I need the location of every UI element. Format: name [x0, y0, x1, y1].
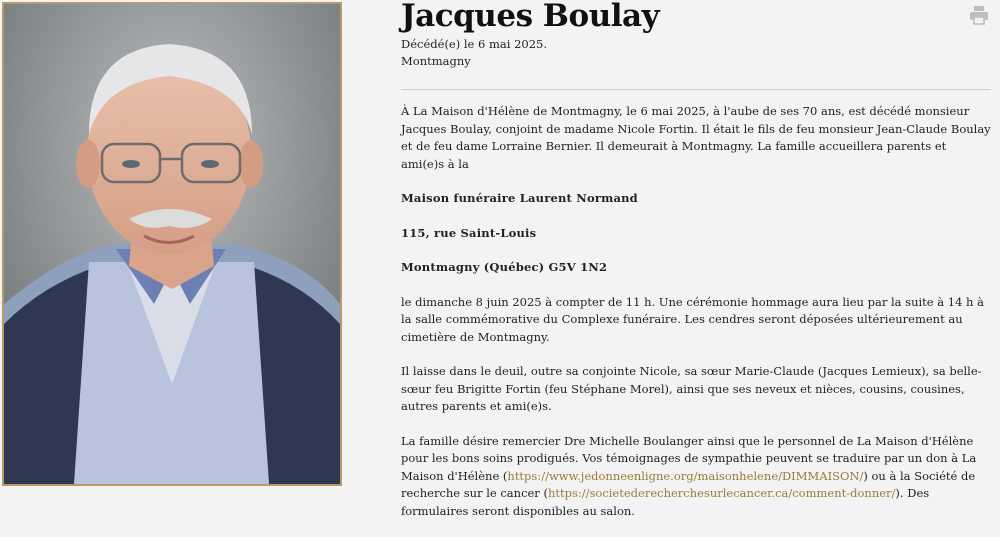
donation-link-maison-helene[interactable]: https://www.jedonneenligne.org/maisonhelene/DIMMAISON/ — [507, 468, 864, 483]
deceased-name: Jacques Boulay — [401, 0, 660, 34]
thanks-text-c: ). Des formulaires seront disponibles au salon. — [401, 486, 930, 518]
death-date: Décédé(e) le 6 mai 2025. — [401, 37, 548, 51]
obituary-meta — [401, 36, 991, 70]
paragraph-family: Il laisse dans le deuil, outre sa conjointe Nicole, sa sœur Marie-Claude (Jacques Lemieux), sa belle-sœur feu Brigitte Fortin (feu Stéphane Morel), ainsi que ses neveux et nièces, cousins, cousines, autres parents et ami(e)s. — [401, 364, 982, 413]
paragraph-announcement: À La Maison d'Hélène de Montmagny, le 6 mai 2025, à l'aube de ses 70 ans, est décédé monsieur Jacques Boulay, conjoint de madame Nicole Fortin. Il était le fils de feu monsieur Jean-Claude Boulay et de feu dame Lorraine Bernier. Il demeurait à Montmagny. La famille accueillera parents et ami(e)s à la — [401, 104, 991, 171]
paragraph-visitation: le dimanche 8 juin 2025 à compter de 11 h. Une cérémonie hommage aura lieu par la suite à 14 h à la salle commémorative du Complexe funéraire. Les cendres seront déposées ultérieurement au cimetière de Montmagny. — [401, 294, 984, 344]
funeral-home-city: Montmagny (Québec) G5V 1N2 — [401, 260, 608, 274]
obituary-content — [401, 0, 991, 537]
donation-link-cancer-research[interactable]: https://societederecherchesurlecancer.ca/comment-donner/ — [547, 486, 896, 500]
obituary-body — [401, 103, 991, 520]
city: Montmagny — [401, 54, 471, 68]
portrait-photo — [2, 2, 342, 486]
portrait-illustration — [4, 4, 340, 484]
thanks-text-a: La famille désire remercier Dre Michelle Boulanger ainsi que le personnel de La Maison d'Hélène pour les bons soins prodigués. Vos témoignages de sympathie peuvent se traduire par un don à La Maison d'Hélène ( — [401, 433, 977, 483]
funeral-home-street: 115, rue Saint-Louis — [401, 225, 537, 240]
thanks-text-b: ) ou à la Société de recherche sur le cancer ( — [401, 468, 976, 500]
paragraph-thanks — [401, 433, 991, 521]
funeral-home-name: Maison funéraire Laurent Normand — [401, 191, 638, 205]
divider — [401, 89, 991, 90]
